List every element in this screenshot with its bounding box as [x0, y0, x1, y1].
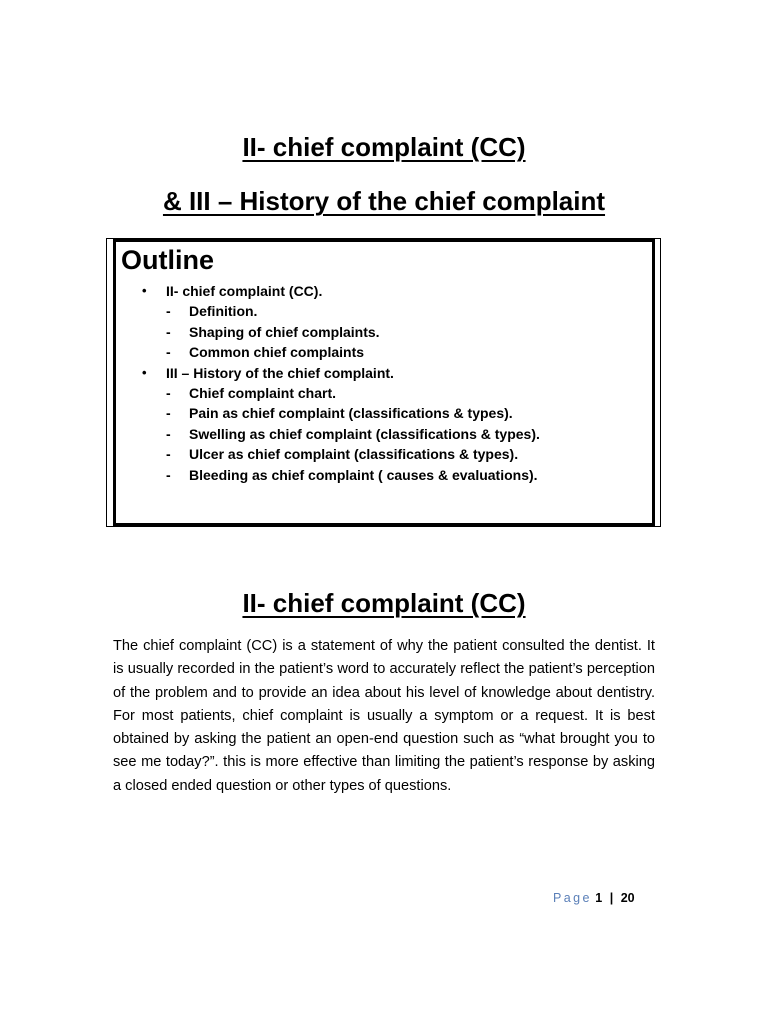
dash-marker: - [166, 385, 171, 402]
body-paragraph: The chief complaint (CC) is a statement of why the patient consulted the dentist. It is usually recorded in the patient’s word to accurately reflect the patient’s perception of the problem and to provide an idea about his level of knowledge about dentistry. For most patients, chief complaint is usually a symptom or a request. It is best obtained by asking the patient an open-end question such as “what brought you to see me today?”. this is more effective than limiting the patient’s response by asking a closed ended question or other types of questions. [113, 638, 655, 794]
outline-sub-item [120, 383, 650, 403]
page-label: Page [553, 891, 592, 905]
document-title [0, 132, 768, 162]
outline-item-text: Common chief complaints [189, 344, 365, 361]
outline-list [120, 281, 650, 485]
outline-heading: Outline [121, 245, 214, 275]
outline-item-text: III – History of the chief complaint. [166, 364, 394, 381]
document-subtitle-text: & III – History of the chief complaint [162, 186, 606, 216]
bullet-marker: • [142, 283, 147, 298]
dash-marker: - [166, 323, 171, 340]
outline-sub-item [120, 342, 650, 362]
outline-item-text: Chief complaint chart. [189, 385, 337, 402]
section-heading-text: II- chief complaint (CC) [242, 588, 526, 618]
total-pages: 20 [620, 891, 635, 905]
outline-sub-item [120, 301, 650, 321]
outline-sub-item [120, 444, 650, 464]
page-separator: | [609, 891, 614, 905]
dash-marker: - [166, 466, 171, 483]
outline-sub-item [120, 465, 650, 485]
outline-sub-item [120, 424, 650, 444]
outline-item-text: Definition. [189, 303, 258, 320]
dash-marker: - [166, 425, 171, 442]
dash-marker: - [166, 405, 171, 422]
document-subtitle [0, 186, 768, 216]
outline-sub-item [120, 322, 650, 342]
outline-item-text: Bleeding as chief complaint ( causes & evaluations). [189, 466, 538, 483]
page-footer [553, 890, 635, 906]
outline-item-text: Ulcer as chief complaint (classifications & types). [189, 446, 519, 463]
outline-bullet-item [120, 363, 650, 383]
outline-item-text: II- chief complaint (CC). [166, 283, 323, 299]
document-title-text: II- chief complaint (CC) [242, 132, 526, 162]
section-heading [0, 588, 768, 618]
dash-marker: - [166, 446, 171, 463]
outline-item-text: Swelling as chief complaint (classifications & types). [189, 425, 540, 442]
dash-marker: - [166, 344, 171, 361]
page-number: 1 [595, 891, 603, 905]
outline-item-text: Pain as chief complaint (classifications & types). [189, 405, 513, 422]
bullet-marker: • [142, 364, 147, 380]
outline-item-text: Shaping of chief complaints. [189, 323, 380, 340]
outline-bullet-item [120, 281, 650, 301]
outline-sub-item [120, 403, 650, 423]
dash-marker: - [166, 303, 171, 320]
